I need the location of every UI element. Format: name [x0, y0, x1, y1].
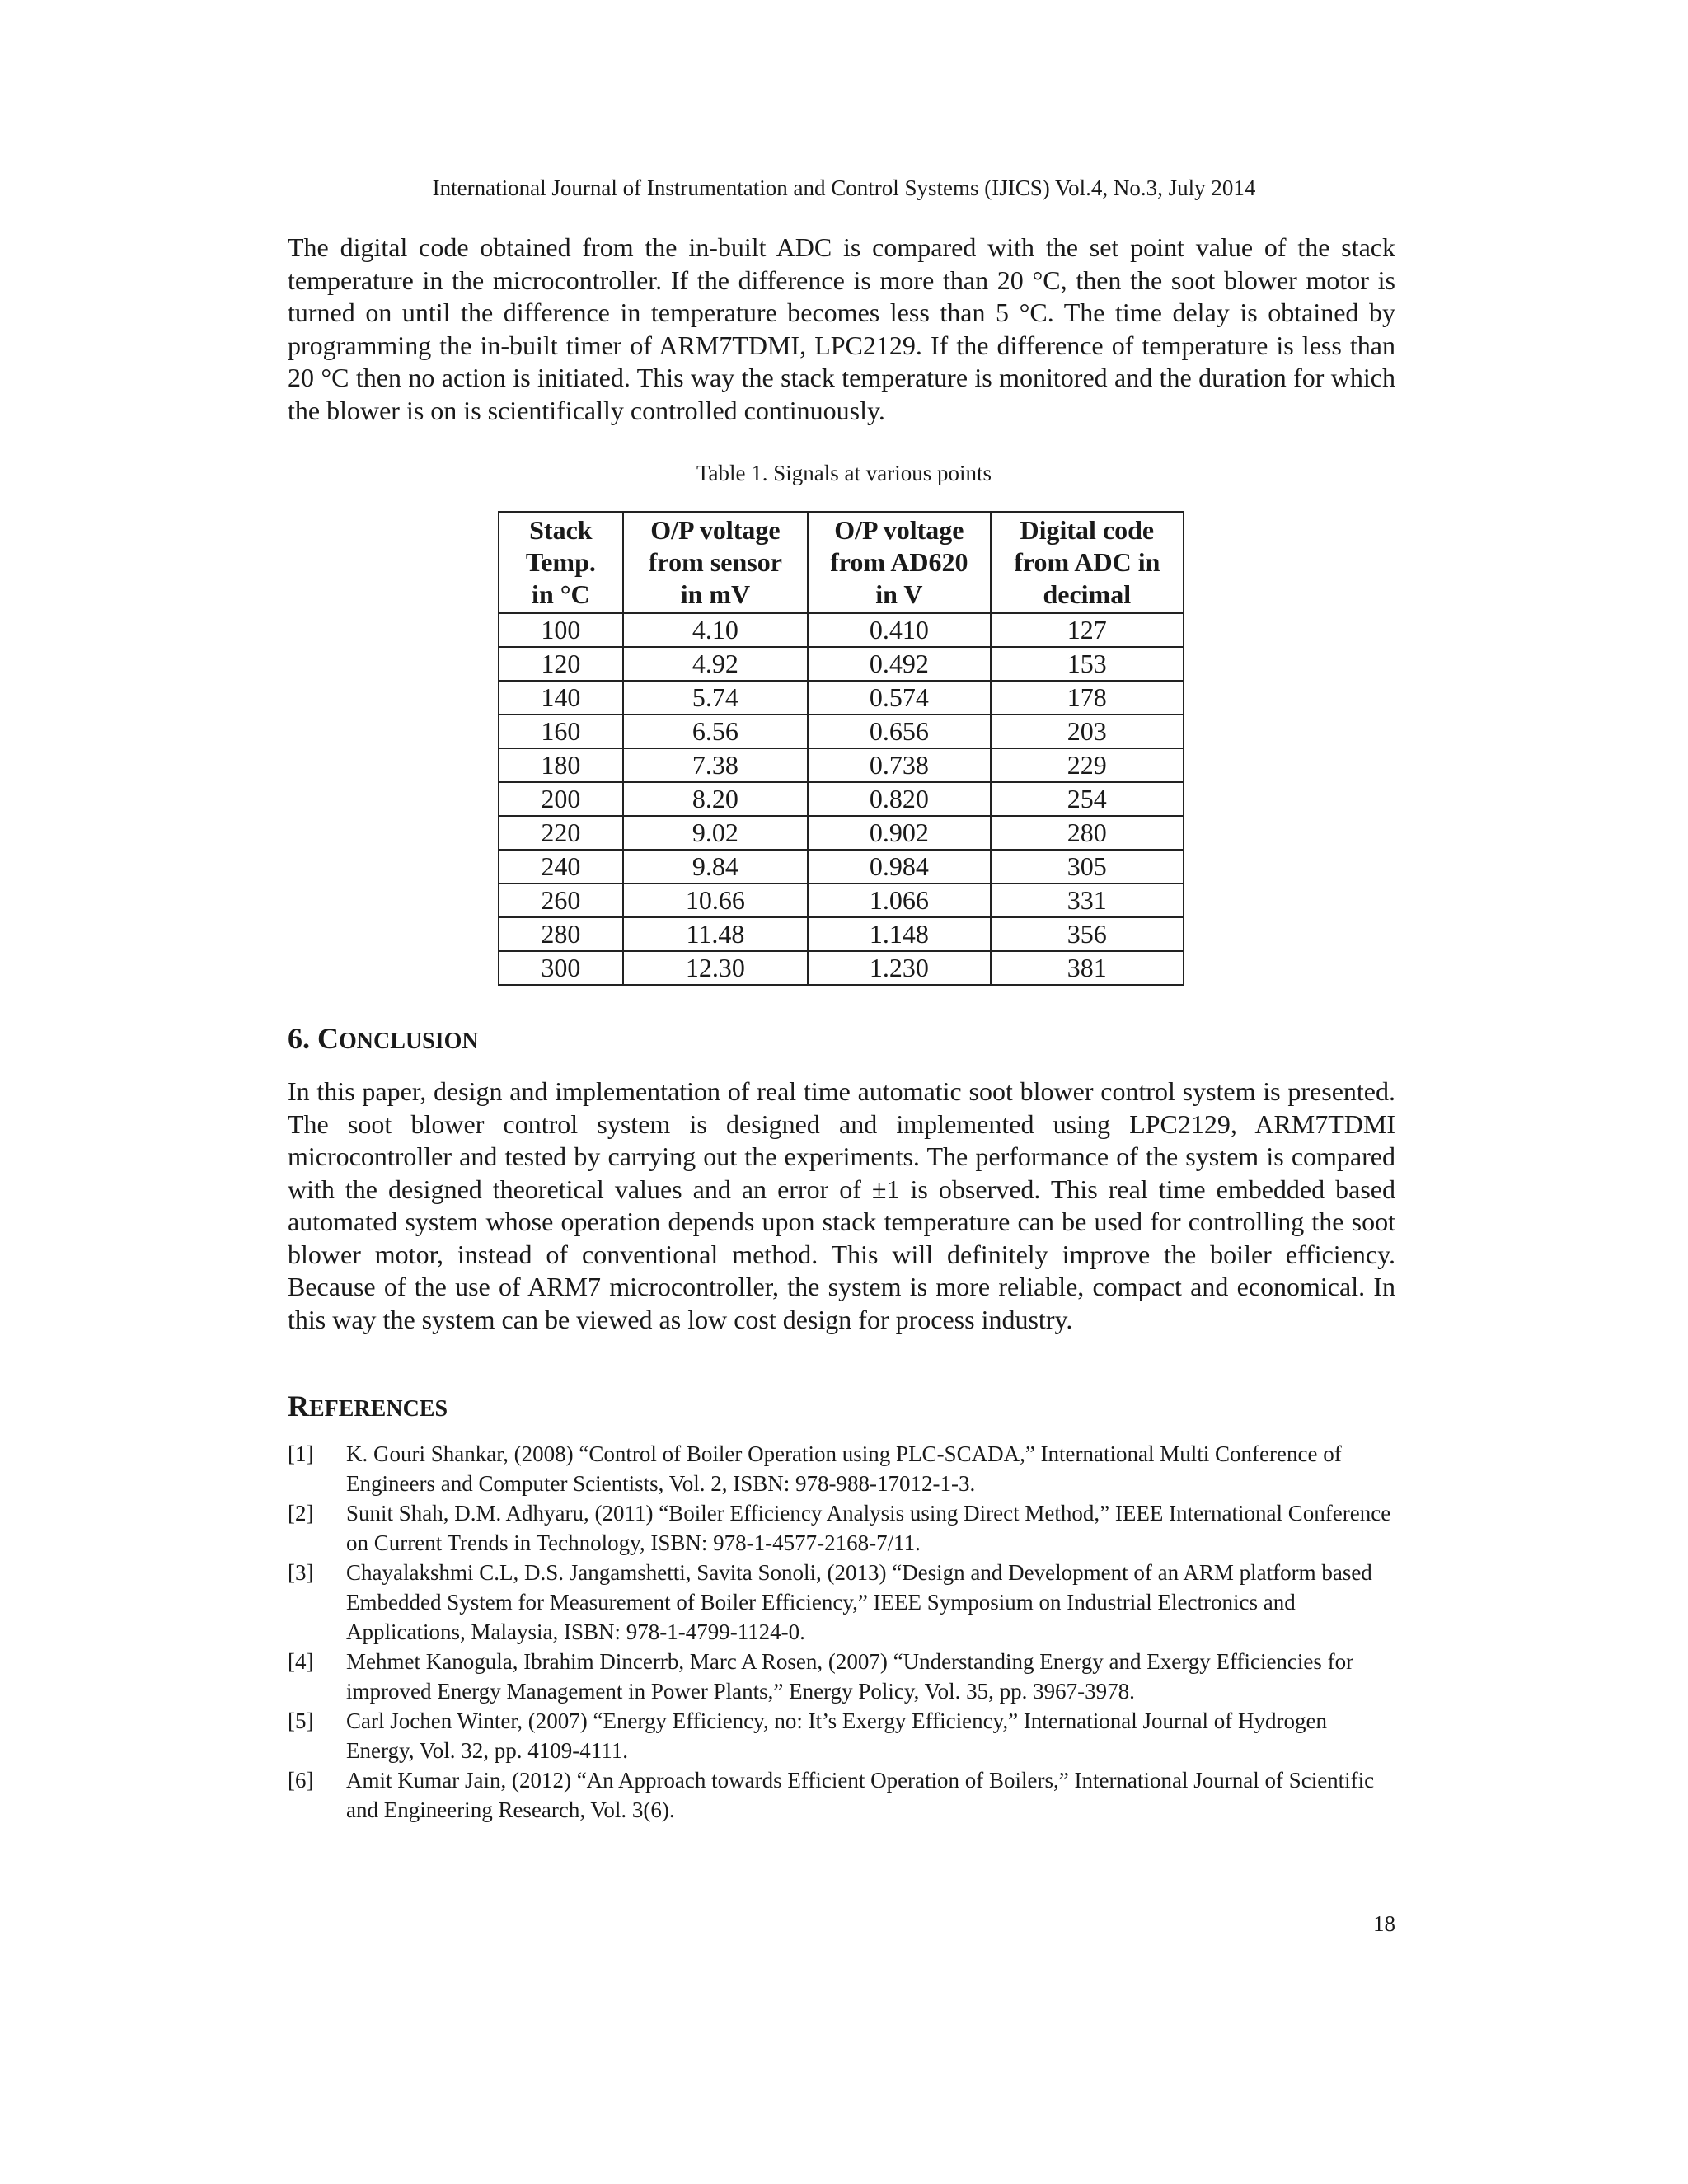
header-line: in V [875, 579, 923, 609]
header-line: in °C [532, 579, 590, 609]
reference-text: Carl Jochen Winter, (2007) “Energy Efficiency, no: It’s Exergy Efficiency,” International Journal of Hydrogen Energy, Vol. 32, pp. 4109-4111. [346, 1708, 1327, 1763]
table-cell: 200 [499, 782, 623, 816]
header-ad620-voltage [808, 512, 990, 613]
intro-paragraph: The digital code obtained from the in-built ADC is compared with the set point value of the stack temperature in the microcontroller. If the difference is more than 20 °C, then the soot blower motor is turned on until the difference in temperature becomes less than 5 °C. The time delay is obtained by programming the in-built timer of ARM7TDMI, LPC2129. If the difference of temperature is less than 20 °C then no action is initiated. This way the stack temperature is monitored and the duration for which the blower is on is scientifically controlled continuously. [288, 232, 1395, 425]
header-line: from ADC in [1014, 547, 1160, 577]
table-row [499, 715, 1184, 748]
reference-number: [3] [288, 1560, 314, 1585]
table-header-row [499, 512, 1184, 613]
reference-number: [6] [288, 1768, 314, 1793]
header-stack-temp [499, 512, 623, 613]
reference-number: [4] [288, 1649, 314, 1674]
reference-item [288, 1765, 1395, 1825]
header-line: from AD620 [830, 547, 968, 577]
table-cell: 180 [499, 748, 623, 782]
references-heading-first: R [288, 1390, 309, 1422]
table-caption: Table 1. Signals at various points [696, 461, 992, 485]
table-cell: 260 [499, 883, 623, 917]
table-cell: 5.74 [623, 681, 808, 715]
table-cell: 0.656 [808, 715, 990, 748]
conclusion-heading [288, 1019, 479, 1061]
references-list [288, 1439, 1395, 1825]
table-cell: 6.56 [623, 715, 808, 748]
table-cell: 381 [991, 951, 1184, 985]
header-line: in mV [680, 579, 751, 609]
conclusion-paragraph: In this paper, design and implementation of real time automatic soot blower control system is presented. The soot blower control system is designed and implemented using LPC2129, ARM7TDMI microcontroller and tested by carrying out the experiments. The performance of the system is compared with the designed theoretical values and an error of ±1 is observed. This real time embedded based automated system whose operation depends upon stack temperature can be used for controlling the soot blower motor, instead of conventional method. This will definitely improve the boiler efficiency. Because of the use of ARM7 microcontroller, the system is more reliable, compact and economical. In this way the system can be viewed as low cost design for process industry. [288, 1076, 1395, 1334]
references-heading-rest: EFERENCES [309, 1396, 448, 1422]
table-cell: 153 [991, 647, 1184, 681]
header-line: decimal [1043, 579, 1132, 609]
table-cell: 0.738 [808, 748, 990, 782]
table-cell: 127 [991, 613, 1184, 647]
table-cell: 1.148 [808, 917, 990, 951]
header-line: Temp. [525, 547, 596, 577]
table-row [499, 816, 1184, 850]
table-cell: 280 [499, 917, 623, 951]
table-row [499, 681, 1184, 715]
table-cell: 1.230 [808, 951, 990, 985]
reference-text: K. Gouri Shankar, (2008) “Control of Boiler Operation using PLC-SCADA,” International Multi Conference of Engineers and Computer Scientists, Vol. 2, ISBN: 978-988-17012-1-3. [346, 1441, 1342, 1496]
reference-number: [2] [288, 1501, 314, 1526]
table-cell: 280 [991, 816, 1184, 850]
table-row [499, 647, 1184, 681]
reference-item [288, 1498, 1395, 1558]
table-cell: 240 [499, 850, 623, 883]
table-cell: 4.92 [623, 647, 808, 681]
signals-table [498, 511, 1184, 986]
table-cell: 0.820 [808, 782, 990, 816]
table-cell: 12.30 [623, 951, 808, 985]
table-row [499, 850, 1184, 883]
table-cell: 0.492 [808, 647, 990, 681]
table-cell: 203 [991, 715, 1184, 748]
reference-text: Mehmet Kanogula, Ibrahim Dincerrb, Marc A Rosen, (2007) “Understanding Energy and Exergy Efficiencies for improved Energy Management in Power Plants,” Energy Policy, Vol. 35, pp. 3967-3978. [346, 1649, 1354, 1704]
table-cell: 7.38 [623, 748, 808, 782]
table-cell: 254 [991, 782, 1184, 816]
table-cell: 229 [991, 748, 1184, 782]
header-line: O/P voltage [834, 515, 964, 545]
table-row [499, 613, 1184, 647]
header-line: O/P voltage [650, 515, 781, 545]
table-cell: 100 [499, 613, 623, 647]
table-row [499, 951, 1184, 985]
references-heading [288, 1387, 448, 1428]
header-line: Stack [529, 515, 593, 545]
table-cell: 4.10 [623, 613, 808, 647]
table-cell: 8.20 [623, 782, 808, 816]
table-cell: 1.066 [808, 883, 990, 917]
table-row [499, 748, 1184, 782]
reference-item [288, 1647, 1395, 1706]
table-row [499, 917, 1184, 951]
table-cell: 356 [991, 917, 1184, 951]
reference-number: [5] [288, 1708, 314, 1733]
table-cell: 120 [499, 647, 623, 681]
table-cell: 0.902 [808, 816, 990, 850]
table-row [499, 782, 1184, 816]
conclusion-heading-rest: ONCLUSION [339, 1029, 479, 1054]
table-cell: 305 [991, 850, 1184, 883]
running-header: International Journal of Instrumentation and Control Systems (IJICS) Vol.4, No.3, July 2014 [432, 176, 1256, 200]
table-cell: 140 [499, 681, 623, 715]
table-cell: 9.84 [623, 850, 808, 883]
reference-item [288, 1439, 1395, 1498]
table-cell: 178 [991, 681, 1184, 715]
table-cell: 0.410 [808, 613, 990, 647]
reference-text: Sunit Shah, D.M. Adhyaru, (2011) “Boiler Efficiency Analysis using Direct Method,” IEEE International Conference on Current Trends in Technology, ISBN: 978-1-4577-2168-7/11. [346, 1501, 1391, 1555]
reference-text: Amit Kumar Jain, (2012) “An Approach towards Efficient Operation of Boilers,” International Journal of Scientific and Engineering Research, Vol. 3(6). [346, 1768, 1375, 1822]
reference-number: [1] [288, 1441, 314, 1466]
table-cell: 331 [991, 883, 1184, 917]
header-sensor-voltage [623, 512, 808, 613]
page-number: 18 [1373, 1911, 1395, 1936]
table-cell: 0.984 [808, 850, 990, 883]
table-cell: 160 [499, 715, 623, 748]
table-cell: 10.66 [623, 883, 808, 917]
table-cell: 11.48 [623, 917, 808, 951]
header-line: Digital code [1020, 515, 1155, 545]
reference-item [288, 1558, 1395, 1647]
table-cell: 300 [499, 951, 623, 985]
table-cell: 9.02 [623, 816, 808, 850]
reference-text: Chayalakshmi C.L, D.S. Jangamshetti, Savita Sonoli, (2013) “Design and Development of an ARM platform based Embedded System for Measurement of Boiler Efficiency,” IEEE Symposium on Industrial Electronics and Applications, Malaysia, ISBN: 978-1-4799-1124-0. [346, 1560, 1372, 1644]
header-digital-code [991, 512, 1184, 613]
header-line: from sensor [648, 547, 782, 577]
table-cell: 220 [499, 816, 623, 850]
table-cell: 0.574 [808, 681, 990, 715]
reference-item [288, 1706, 1395, 1765]
conclusion-heading-number: 6. C [288, 1022, 339, 1055]
table-row [499, 883, 1184, 917]
